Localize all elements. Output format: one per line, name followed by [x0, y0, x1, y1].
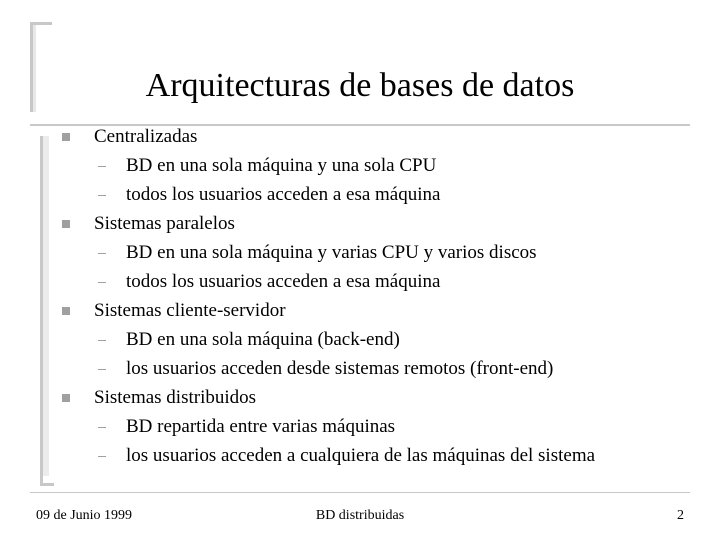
- sub-bullet-label: BD repartida entre varias máquinas: [126, 416, 396, 437]
- bullet-label: Sistemas cliente-servidor: [94, 300, 286, 321]
- sub-bullet-label: BD en una sola máquina (back-end): [126, 329, 400, 350]
- bullet-item-paralelos: [60, 209, 690, 238]
- slide-content: [60, 122, 690, 470]
- dash-bullet-icon: [98, 253, 106, 254]
- bullet-label: Centralizadas: [94, 126, 198, 147]
- footer-title: BD distribuidas: [315, 508, 405, 523]
- dash-bullet-icon: [98, 456, 106, 457]
- sub-bullet-item: [60, 441, 690, 470]
- dash-bullet-icon: [98, 195, 106, 196]
- sub-bullet-label: los usuarios acceden a cualquiera de las máquinas del sistema: [126, 445, 596, 466]
- bullet-item-centralizadas: [60, 122, 690, 151]
- bullet-label: Sistemas distribuidos: [94, 387, 257, 408]
- sub-bullet-item: [60, 151, 690, 180]
- sub-bullet-label: todos los usuarios acceden a esa máquina: [126, 184, 441, 205]
- sub-bullet-item: [60, 412, 690, 441]
- dash-bullet-icon: [98, 369, 106, 370]
- square-bullet-icon: [62, 133, 70, 141]
- sub-bullet-item: [60, 238, 690, 267]
- sub-bullet-label: BD en una sola máquina y una sola CPU: [126, 155, 437, 176]
- footer-date: 09 de Junio 1999: [36, 508, 133, 523]
- dash-bullet-icon: [98, 166, 106, 167]
- square-bullet-icon: [62, 220, 70, 228]
- sub-bullet-item: [60, 180, 690, 209]
- sub-bullet-label: todos los usuarios acceden a esa máquina: [126, 271, 441, 292]
- square-bullet-icon: [62, 394, 70, 402]
- sub-bullet-item: [60, 325, 690, 354]
- dash-bullet-icon: [98, 427, 106, 428]
- sub-bullet-item: [60, 354, 690, 383]
- dash-bullet-icon: [98, 282, 106, 283]
- sub-bullet-label: BD en una sola máquina y varias CPU y varios discos: [126, 242, 537, 263]
- page-number: 2: [677, 508, 684, 523]
- sub-bullet-item: [60, 267, 690, 296]
- bullet-label: Sistemas paralelos: [94, 213, 235, 234]
- bullet-item-distribuidos: [60, 383, 690, 412]
- square-bullet-icon: [62, 307, 70, 315]
- slide-title: Arquitecturas de bases de datos: [145, 67, 575, 104]
- bullet-item-cliente-servidor: [60, 296, 690, 325]
- decorative-frame-left: [40, 136, 54, 486]
- footer-divider: [30, 492, 690, 493]
- dash-bullet-icon: [98, 340, 106, 341]
- sub-bullet-label: los usuarios acceden desde sistemas remotos (front-end): [126, 358, 554, 379]
